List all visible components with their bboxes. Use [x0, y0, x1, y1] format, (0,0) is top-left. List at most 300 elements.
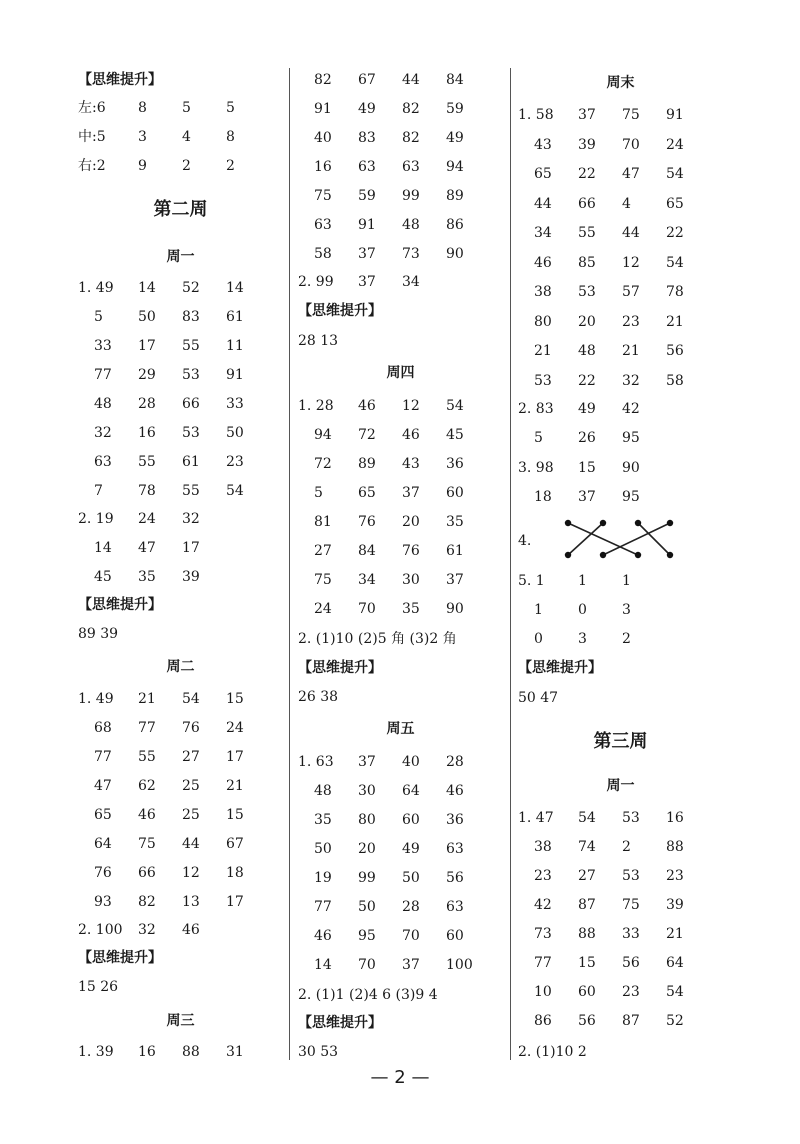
answer-value: 50 [358, 899, 376, 915]
answer-value: 5. 1 [518, 573, 545, 589]
answer-value: 1. 47 [518, 810, 554, 826]
answer-row [78, 392, 288, 416]
answer-value: 38 [534, 284, 552, 300]
answer-value: 17 [226, 894, 244, 910]
answer-row [298, 394, 508, 418]
answer-value: 63 [446, 841, 464, 857]
answer-value: 87 [578, 897, 596, 913]
answer-value: 60 [446, 928, 464, 944]
answer-value: 44 [402, 72, 420, 88]
answer-value: 2. 100 [78, 922, 123, 938]
answer-value: 26 [578, 430, 596, 446]
thinking-boost-answer: 15 26 [78, 979, 119, 995]
day-title: 周一 [166, 249, 195, 265]
answer-value: 66 [138, 865, 156, 881]
answer-value: 16 [138, 425, 156, 441]
answer-value: 83 [182, 309, 200, 325]
answer-value: 75 [622, 107, 640, 123]
column-divider-right [510, 68, 511, 1060]
answer-value: 77 [138, 720, 156, 736]
answer-value: 88 [666, 839, 684, 855]
thinking-boost-answer: 26 38 [298, 689, 339, 705]
answer-row [78, 745, 288, 769]
answer-value: 100 [446, 957, 473, 973]
answer-value: 53 [534, 372, 552, 389]
day-title: 周三 [166, 1013, 195, 1029]
answer-value: 0 [578, 602, 587, 618]
answer-value: 74 [578, 839, 596, 855]
answer-row [518, 162, 728, 186]
answer-value: 44 [622, 225, 640, 241]
answer-row [518, 835, 728, 859]
answer-value: 5 [94, 309, 103, 325]
answer-row [518, 133, 728, 157]
answer-value: 73 [534, 926, 552, 942]
answer-value: 48 [94, 396, 112, 412]
answer-value: 59 [358, 188, 376, 204]
answer-value: 70 [358, 957, 376, 973]
answer-row [518, 192, 728, 216]
answer-value: 43 [534, 136, 552, 153]
answer-value: 91 [666, 107, 684, 123]
answer-value: 78 [138, 483, 156, 499]
answer-value: 95 [622, 489, 640, 505]
answer-value: 82 [402, 130, 420, 146]
answer-row [78, 565, 288, 589]
answer-value: 68 [94, 720, 112, 736]
answer-value: 12 [402, 398, 420, 414]
answer-value: 54 [666, 254, 684, 271]
answer-row [518, 569, 728, 593]
answer-row [298, 837, 508, 861]
answer-value: 21 [666, 926, 684, 942]
answer-row [518, 251, 728, 275]
answer-value: 46 [314, 928, 332, 944]
answer-value: 63 [446, 899, 464, 915]
answer-value: 13 [182, 894, 200, 910]
answer-value: 19 [314, 870, 332, 886]
answer-value: 15 [226, 807, 244, 823]
answer-value: 95 [358, 928, 376, 944]
answer-value: 9 [138, 158, 147, 174]
day-title: 周五 [386, 721, 415, 737]
answer-value: 44 [182, 836, 200, 852]
answer-row [518, 627, 728, 651]
answer-row [518, 397, 728, 421]
answer-value: 33 [94, 338, 112, 354]
answer-row: 2. (1)1 (2)4 6 (3)9 4 [298, 987, 438, 1003]
answer-row [518, 369, 728, 393]
answer-row [518, 280, 728, 304]
answer-value: 37 [358, 246, 376, 262]
thinking-boost-label: 【思维提升】 [78, 597, 162, 613]
answer-value: 47 [138, 540, 156, 556]
day-title: 周末 [606, 75, 635, 91]
answer-value: 22 [666, 225, 684, 241]
answer-value: 39 [578, 136, 596, 153]
answer-value: 34 [534, 225, 552, 241]
answer-value: 77 [534, 955, 552, 971]
answer-value: 17 [182, 540, 200, 556]
answer-value: 87 [622, 1013, 640, 1029]
answer-row [78, 803, 288, 827]
answer-value: 64 [94, 836, 112, 852]
answer-value: 2. 99 [298, 274, 334, 290]
answer-value: 46 [402, 427, 420, 443]
answer-value: 52 [666, 1013, 684, 1029]
answer-value: 1. 58 [518, 107, 554, 123]
answer-value: 89 [446, 188, 464, 204]
answer-value: 50 [402, 870, 420, 886]
answer-value: 53 [622, 810, 640, 826]
answer-value: 5 [182, 100, 191, 116]
answer-value: 38 [534, 839, 552, 855]
answer-value: 53 [578, 284, 596, 300]
answer-value: 62 [138, 778, 156, 794]
answer-row [78, 507, 288, 531]
thinking-boost-label: 【思维提升】 [78, 950, 162, 966]
answer-value: 3. 98 [518, 460, 554, 476]
answer-value: 56 [622, 955, 640, 971]
answer-value: 37 [446, 572, 464, 588]
answer-value: 63 [94, 454, 112, 470]
answer-value: 65 [534, 166, 552, 182]
answer-row [298, 423, 508, 447]
answer-row: 2. (1)10 (2)5 角 (3)2 角 [298, 631, 457, 647]
answer-value: 21 [138, 691, 156, 707]
answer-value: 54 [226, 483, 244, 499]
answer-value: 78 [666, 284, 684, 300]
answer-value: 84 [446, 72, 464, 88]
answer-value: 2 [622, 839, 631, 855]
answer-value: 91 [358, 217, 376, 233]
match-dot [600, 520, 606, 526]
answer-value: 50 [314, 841, 332, 857]
answer-value: 61 [182, 454, 200, 470]
answer-value: 65 [358, 485, 376, 501]
answer-value: 99 [402, 188, 420, 204]
answer-value: 58 [666, 372, 684, 389]
answer-value: 46 [446, 783, 464, 799]
answer-row [518, 310, 728, 334]
answer-row [518, 221, 728, 245]
answer-value: 75 [622, 897, 640, 913]
answer-value: 42 [534, 897, 552, 913]
answer-value: 91 [314, 101, 332, 117]
answer-value: 25 [182, 778, 200, 794]
answer-value: 85 [578, 254, 596, 271]
answer-value: 22 [578, 166, 596, 182]
answer-value: 20 [358, 841, 376, 857]
answer-value: 2 [182, 158, 191, 174]
answer-value: 24 [666, 136, 684, 153]
answer-value: 46 [138, 807, 156, 823]
thinking-boost-answer: 50 47 [518, 690, 559, 706]
answer-row [298, 953, 508, 977]
answer-value: 82 [314, 72, 332, 88]
answer-value: 8 [226, 129, 235, 145]
answer-value: 37 [578, 489, 596, 505]
answer-value: 82 [402, 101, 420, 117]
answer-value: 1. 39 [78, 1044, 114, 1060]
answer-value: 53 [182, 367, 200, 383]
answer-value: 33 [226, 396, 244, 412]
thinking-boost-label: 【思维提升】 [298, 660, 382, 676]
answer-value: 67 [226, 836, 244, 852]
answer-value: 54 [446, 398, 464, 414]
answer-row [518, 103, 728, 127]
answer-value: 2 [622, 631, 631, 647]
answer-value: 15 [578, 955, 596, 971]
answer-row [78, 861, 288, 885]
answer-value: 76 [94, 865, 112, 881]
answer-value: 48 [578, 343, 596, 359]
answer-value: 54 [666, 166, 684, 182]
answer-value: 47 [622, 166, 640, 182]
answer-row [298, 568, 508, 592]
answer-value: 77 [94, 749, 112, 765]
answer-value: 77 [94, 367, 112, 383]
answer-row [518, 980, 728, 1004]
answer-value: 11 [226, 338, 244, 354]
answer-row [298, 924, 508, 948]
answer-value: 35 [138, 569, 156, 585]
answer-value: 23 [622, 313, 640, 330]
answer-value: 61 [226, 309, 244, 325]
answer-value: 81 [314, 514, 332, 530]
match-dot [600, 552, 606, 558]
answer-value: 0 [534, 631, 543, 647]
thinking-boost-answer: 28 13 [298, 333, 339, 349]
answer-value: 75 [314, 572, 332, 588]
thinking-boost-answer: 30 53 [298, 1044, 339, 1060]
answer-value: 39 [182, 569, 200, 585]
answer-value: 59 [446, 101, 464, 117]
answer-value: 32 [622, 372, 640, 389]
match-line [638, 523, 670, 555]
column-divider-left [289, 68, 290, 1060]
answer-value: 94 [314, 427, 332, 443]
answer-value: 42 [622, 401, 640, 417]
answer-value: 60 [578, 984, 596, 1000]
answer-value: 24 [314, 601, 332, 617]
answer-value: 44 [534, 195, 552, 212]
answer-value: 4 [622, 195, 631, 212]
answer-value: 55 [182, 483, 200, 499]
thinking-boost-answer: 89 39 [78, 626, 119, 642]
answer-value: 45 [94, 569, 112, 585]
answer-row [78, 334, 288, 358]
answer-row [298, 184, 508, 208]
answer-value: 70 [622, 136, 640, 153]
answer-value: 3 [578, 631, 587, 647]
answer-value: 55 [182, 338, 200, 354]
answer-row [298, 895, 508, 919]
answer-value: 17 [138, 338, 156, 354]
answer-value: 47 [94, 778, 112, 794]
answer-row [298, 750, 508, 774]
answer-value: 65 [666, 195, 684, 212]
answer-value: 55 [578, 225, 596, 241]
answer-value: 30 [358, 783, 376, 799]
answer-value: 12 [622, 254, 640, 271]
answer-value: 66 [182, 396, 200, 412]
answer-value: 54 [666, 984, 684, 1000]
answer-value: 46 [358, 398, 376, 414]
thinking-boost-label: 【思维提升】 [298, 1015, 382, 1031]
answer-value: 63 [402, 159, 420, 175]
thinking-boost-label: 【思维提升】 [78, 72, 162, 88]
answer-value: 25 [182, 807, 200, 823]
answer-value: 90 [446, 246, 464, 262]
answer-value: 2. 83 [518, 401, 554, 417]
answer-value: 61 [446, 543, 464, 559]
side-label: 左:6 [78, 100, 106, 116]
day-title: 周四 [386, 365, 415, 381]
answer-value: 7 [94, 483, 103, 499]
answer-row [298, 808, 508, 832]
answer-value: 28 [446, 754, 464, 770]
answer-value: 15 [578, 460, 596, 476]
answer-value: 18 [534, 489, 552, 505]
answer-value: 23 [666, 868, 684, 884]
answer-value: 37 [402, 957, 420, 973]
answer-value: 76 [182, 720, 200, 736]
answer-row [518, 339, 728, 363]
answer-row [298, 779, 508, 803]
answer-value: 90 [622, 460, 640, 476]
answer-value: 55 [138, 749, 156, 765]
answer-value: 5 [226, 100, 235, 116]
answer-row: 2. (1)10 2 [518, 1044, 587, 1060]
answer-value: 32 [94, 425, 112, 441]
answer-value: 27 [578, 868, 596, 884]
answer-value: 49 [358, 101, 376, 117]
answer-row [78, 421, 288, 445]
answer-row [78, 687, 288, 711]
answer-value: 66 [578, 195, 596, 212]
answer-value: 80 [534, 313, 552, 330]
match-dot [667, 520, 673, 526]
week-title: 第三周 [593, 731, 648, 752]
answer-value: 37 [358, 274, 376, 290]
answer-value: 21 [666, 313, 684, 330]
answer-value: 4 [182, 129, 191, 145]
thinking-boost-label: 【思维提升】 [298, 303, 382, 319]
answer-row [518, 806, 728, 830]
answer-value: 84 [358, 543, 376, 559]
answer-row [518, 951, 728, 975]
answer-value: 82 [138, 894, 156, 910]
answer-value: 16 [138, 1044, 156, 1060]
answer-value: 2. 19 [78, 511, 114, 527]
answer-row [518, 485, 728, 509]
side-label: 中:5 [78, 129, 106, 145]
answer-row [518, 893, 728, 917]
answer-value: 53 [182, 425, 200, 441]
answer-value: 56 [578, 1013, 596, 1029]
answer-row [298, 481, 508, 505]
answer-value: 72 [314, 456, 332, 472]
answer-value: 40 [402, 754, 420, 770]
match-dot [565, 520, 571, 526]
answer-value: 1. 49 [78, 280, 114, 296]
answer-value: 27 [182, 749, 200, 765]
answer-value: 75 [314, 188, 332, 204]
answer-value: 1 [622, 573, 631, 589]
answer-value: 50 [226, 425, 244, 441]
answer-value: 1. 28 [298, 398, 334, 414]
answer-row [298, 539, 508, 563]
answer-row [298, 510, 508, 534]
answer-value: 76 [402, 543, 420, 559]
answer-value: 52 [182, 280, 200, 296]
answer-value: 1 [534, 602, 543, 618]
answer-value: 8 [138, 100, 147, 116]
answer-value: 88 [182, 1044, 200, 1060]
answer-row [78, 305, 288, 329]
answer-value: 91 [226, 367, 244, 383]
answer-value: 46 [182, 922, 200, 938]
answer-value: 64 [666, 955, 684, 971]
answer-value: 35 [314, 812, 332, 828]
answer-row [78, 363, 288, 387]
answer-value: 35 [446, 514, 464, 530]
answer-row [298, 155, 508, 179]
answer-value: 14 [226, 280, 244, 296]
answer-value: 2 [226, 158, 235, 174]
answer-value: 57 [622, 284, 640, 300]
answer-value: 34 [402, 274, 420, 290]
match-dot [635, 520, 641, 526]
match-dot [667, 552, 673, 558]
answer-row [78, 832, 288, 856]
answer-row [298, 270, 508, 294]
answer-row [518, 598, 728, 622]
answer-value: 77 [314, 899, 332, 915]
answer-value: 14 [94, 540, 112, 556]
side-label: 右:2 [78, 158, 106, 174]
answer-row [78, 1040, 288, 1064]
answer-row [298, 68, 508, 92]
answer-value: 55 [138, 454, 156, 470]
page-number: — 2 — [370, 1067, 430, 1088]
answer-row [298, 597, 508, 621]
answer-row [78, 536, 288, 560]
match-line [568, 523, 638, 555]
answer-value: 63 [358, 159, 376, 175]
match-dot [565, 552, 571, 558]
answer-row [518, 1009, 728, 1033]
answer-value: 40 [314, 130, 332, 146]
answer-value: 80 [358, 812, 376, 828]
answer-value: 70 [402, 928, 420, 944]
answer-value: 45 [446, 427, 464, 443]
answer-value: 83 [358, 130, 376, 146]
answer-value: 53 [622, 868, 640, 884]
answer-value: 5 [534, 430, 543, 446]
answer-value: 49 [578, 401, 596, 417]
answer-value: 88 [578, 926, 596, 942]
answer-value: 49 [402, 841, 420, 857]
answer-value: 76 [358, 514, 376, 530]
answer-value: 28 [138, 396, 156, 412]
answer-value: 37 [358, 754, 376, 770]
answer-row [298, 126, 508, 150]
match-line [568, 523, 603, 555]
answer-value: 20 [578, 313, 596, 330]
answer-value: 67 [358, 72, 376, 88]
